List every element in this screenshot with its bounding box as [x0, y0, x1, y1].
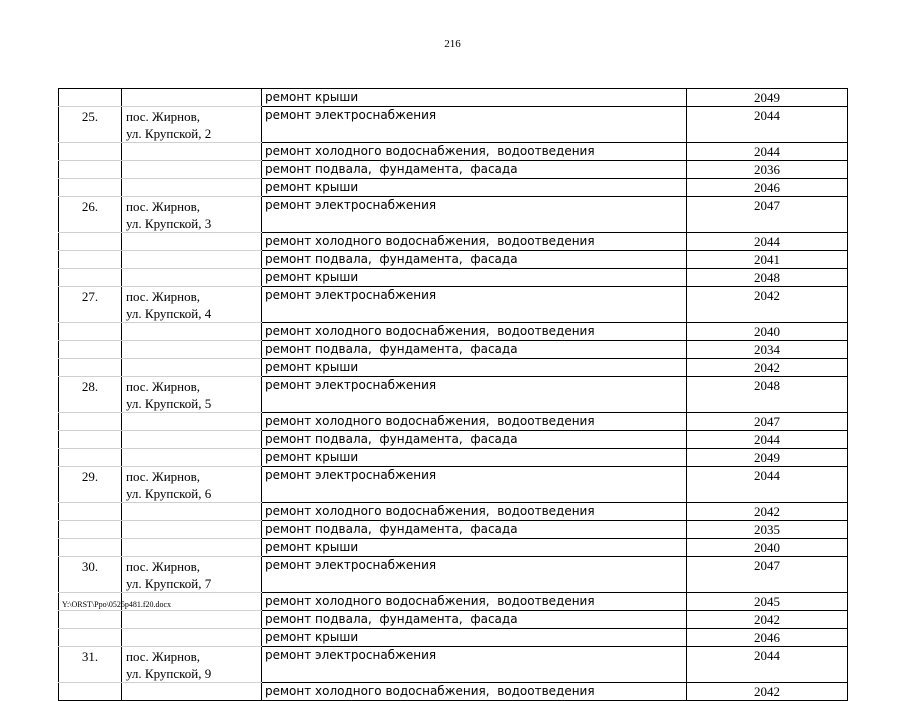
row-number-cell: 27.	[59, 287, 122, 323]
work-type-cell: ремонт подвала, фундамента, фасада	[262, 341, 687, 359]
year-cell: 2049	[687, 449, 848, 467]
year-cell: 2046	[687, 179, 848, 197]
year-cell: 2042	[687, 287, 848, 323]
year-cell: 2042	[687, 503, 848, 521]
row-number-cell: 30.	[59, 557, 122, 593]
row-number-cell: 29.	[59, 467, 122, 503]
year-cell: 2042	[687, 683, 848, 701]
table-row	[59, 413, 848, 431]
row-number-cell	[59, 233, 122, 251]
table-row	[59, 611, 848, 629]
row-number-cell: 26.	[59, 197, 122, 233]
work-type-cell: ремонт холодного водоснабжения, водоотведения	[262, 503, 687, 521]
table-row	[59, 377, 848, 413]
table-row	[59, 269, 848, 287]
year-cell: 2042	[687, 611, 848, 629]
work-type-cell: ремонт холодного водоснабжения, водоотведения	[262, 413, 687, 431]
table-row	[59, 503, 848, 521]
year-cell: 2046	[687, 629, 848, 647]
address-cell: пос. Жирнов, ул. Крупской, 2	[122, 107, 262, 143]
address-cell	[122, 269, 262, 287]
work-type-cell: ремонт холодного водоснабжения, водоотведения	[262, 683, 687, 701]
table-row	[59, 197, 848, 233]
year-cell: 2044	[687, 467, 848, 503]
year-cell: 2047	[687, 557, 848, 593]
address-cell	[122, 431, 262, 449]
address-cell: пос. Жирнов, ул. Крупской, 5	[122, 377, 262, 413]
address-cell	[122, 413, 262, 431]
work-type-cell: ремонт подвала, фундамента, фасада	[262, 251, 687, 269]
row-number-cell	[59, 341, 122, 359]
table-row	[59, 179, 848, 197]
work-type-cell: ремонт электроснабжения	[262, 107, 687, 143]
address-cell: пос. Жирнов, ул. Крупской, 6	[122, 467, 262, 503]
address-cell	[122, 89, 262, 107]
table-row	[59, 143, 848, 161]
address-cell	[122, 683, 262, 701]
table-row	[59, 341, 848, 359]
work-type-cell: ремонт крыши	[262, 89, 687, 107]
row-number-cell	[59, 179, 122, 197]
work-type-cell: ремонт крыши	[262, 179, 687, 197]
repair-schedule-table-wrap	[58, 88, 848, 701]
year-cell: 2044	[687, 143, 848, 161]
table-row	[59, 629, 848, 647]
address-cell	[122, 449, 262, 467]
address-cell	[122, 629, 262, 647]
table-row	[59, 287, 848, 323]
table-row	[59, 251, 848, 269]
address-cell	[122, 521, 262, 539]
work-type-cell: ремонт холодного водоснабжения, водоотведения	[262, 143, 687, 161]
table-row	[59, 323, 848, 341]
work-type-cell: ремонт холодного водоснабжения, водоотведения	[262, 233, 687, 251]
work-type-cell: ремонт холодного водоснабжения, водоотведения	[262, 593, 687, 611]
row-number-cell: 25.	[59, 107, 122, 143]
table-row	[59, 233, 848, 251]
row-number-cell	[59, 161, 122, 179]
address-cell	[122, 359, 262, 377]
work-type-cell: ремонт подвала, фундамента, фасада	[262, 431, 687, 449]
year-cell: 2049	[687, 89, 848, 107]
address-cell	[122, 143, 262, 161]
work-type-cell: ремонт электроснабжения	[262, 647, 687, 683]
work-type-cell: ремонт крыши	[262, 449, 687, 467]
address-cell	[122, 503, 262, 521]
address-cell: пос. Жирнов, ул. Крупской, 4	[122, 287, 262, 323]
table-row	[59, 683, 848, 701]
year-cell: 2042	[687, 359, 848, 377]
row-number-cell	[59, 503, 122, 521]
work-type-cell: ремонт крыши	[262, 629, 687, 647]
row-number-cell: 31.	[59, 647, 122, 683]
row-number-cell	[59, 323, 122, 341]
work-type-cell: ремонт крыши	[262, 269, 687, 287]
address-cell	[122, 341, 262, 359]
row-number-cell	[59, 629, 122, 647]
address-cell: пос. Жирнов, ул. Крупской, 7	[122, 557, 262, 593]
row-number-cell	[59, 413, 122, 431]
work-type-cell: ремонт электроснабжения	[262, 467, 687, 503]
address-cell: пос. Жирнов, ул. Крупской, 3	[122, 197, 262, 233]
row-number-cell	[59, 431, 122, 449]
year-cell: 2040	[687, 323, 848, 341]
row-number-cell	[59, 269, 122, 287]
row-number-cell	[59, 521, 122, 539]
address-cell	[122, 323, 262, 341]
year-cell: 2044	[687, 107, 848, 143]
row-number-cell	[59, 683, 122, 701]
address-cell	[122, 539, 262, 557]
work-type-cell: ремонт электроснабжения	[262, 557, 687, 593]
address-cell	[122, 611, 262, 629]
year-cell: 2047	[687, 197, 848, 233]
row-number-cell	[59, 539, 122, 557]
row-number-cell	[59, 143, 122, 161]
table-row	[59, 107, 848, 143]
year-cell: 2036	[687, 161, 848, 179]
work-type-cell: ремонт крыши	[262, 539, 687, 557]
table-row	[59, 539, 848, 557]
row-number-cell	[59, 251, 122, 269]
year-cell: 2040	[687, 539, 848, 557]
footer-file-path: Y:\ORST\Ppo\0525p481.f20.docx	[62, 600, 172, 609]
table-row	[59, 521, 848, 539]
repair-schedule-table	[58, 88, 848, 701]
work-type-cell: ремонт подвала, фундамента, фасада	[262, 521, 687, 539]
work-type-cell: ремонт крыши	[262, 359, 687, 377]
year-cell: 2041	[687, 251, 848, 269]
table-row	[59, 431, 848, 449]
year-cell: 2047	[687, 413, 848, 431]
year-cell: 2045	[687, 593, 848, 611]
table-row	[59, 449, 848, 467]
table-row	[59, 557, 848, 593]
work-type-cell: ремонт электроснабжения	[262, 287, 687, 323]
year-cell: 2048	[687, 269, 848, 287]
table-row	[59, 647, 848, 683]
year-cell: 2034	[687, 341, 848, 359]
address-cell	[122, 161, 262, 179]
work-type-cell: ремонт подвала, фундамента, фасада	[262, 161, 687, 179]
page-number: 216	[444, 38, 461, 50]
table-row	[59, 593, 848, 611]
address-cell	[122, 233, 262, 251]
address-cell	[122, 179, 262, 197]
row-number-cell	[59, 89, 122, 107]
year-cell: 2048	[687, 377, 848, 413]
address-cell	[122, 251, 262, 269]
work-type-cell: ремонт электроснабжения	[262, 197, 687, 233]
year-cell: 2044	[687, 647, 848, 683]
table-row	[59, 89, 848, 107]
work-type-cell: ремонт подвала, фундамента, фасада	[262, 611, 687, 629]
table-body	[59, 89, 848, 701]
year-cell: 2044	[687, 233, 848, 251]
address-cell: пос. Жирнов, ул. Крупской, 9	[122, 647, 262, 683]
row-number-cell: 28.	[59, 377, 122, 413]
row-number-cell	[59, 611, 122, 629]
work-type-cell: ремонт электроснабжения	[262, 377, 687, 413]
row-number-cell	[59, 449, 122, 467]
table-row	[59, 359, 848, 377]
year-cell: 2044	[687, 431, 848, 449]
table-row	[59, 161, 848, 179]
work-type-cell: ремонт холодного водоснабжения, водоотведения	[262, 323, 687, 341]
year-cell: 2035	[687, 521, 848, 539]
row-number-cell	[59, 359, 122, 377]
table-row	[59, 467, 848, 503]
